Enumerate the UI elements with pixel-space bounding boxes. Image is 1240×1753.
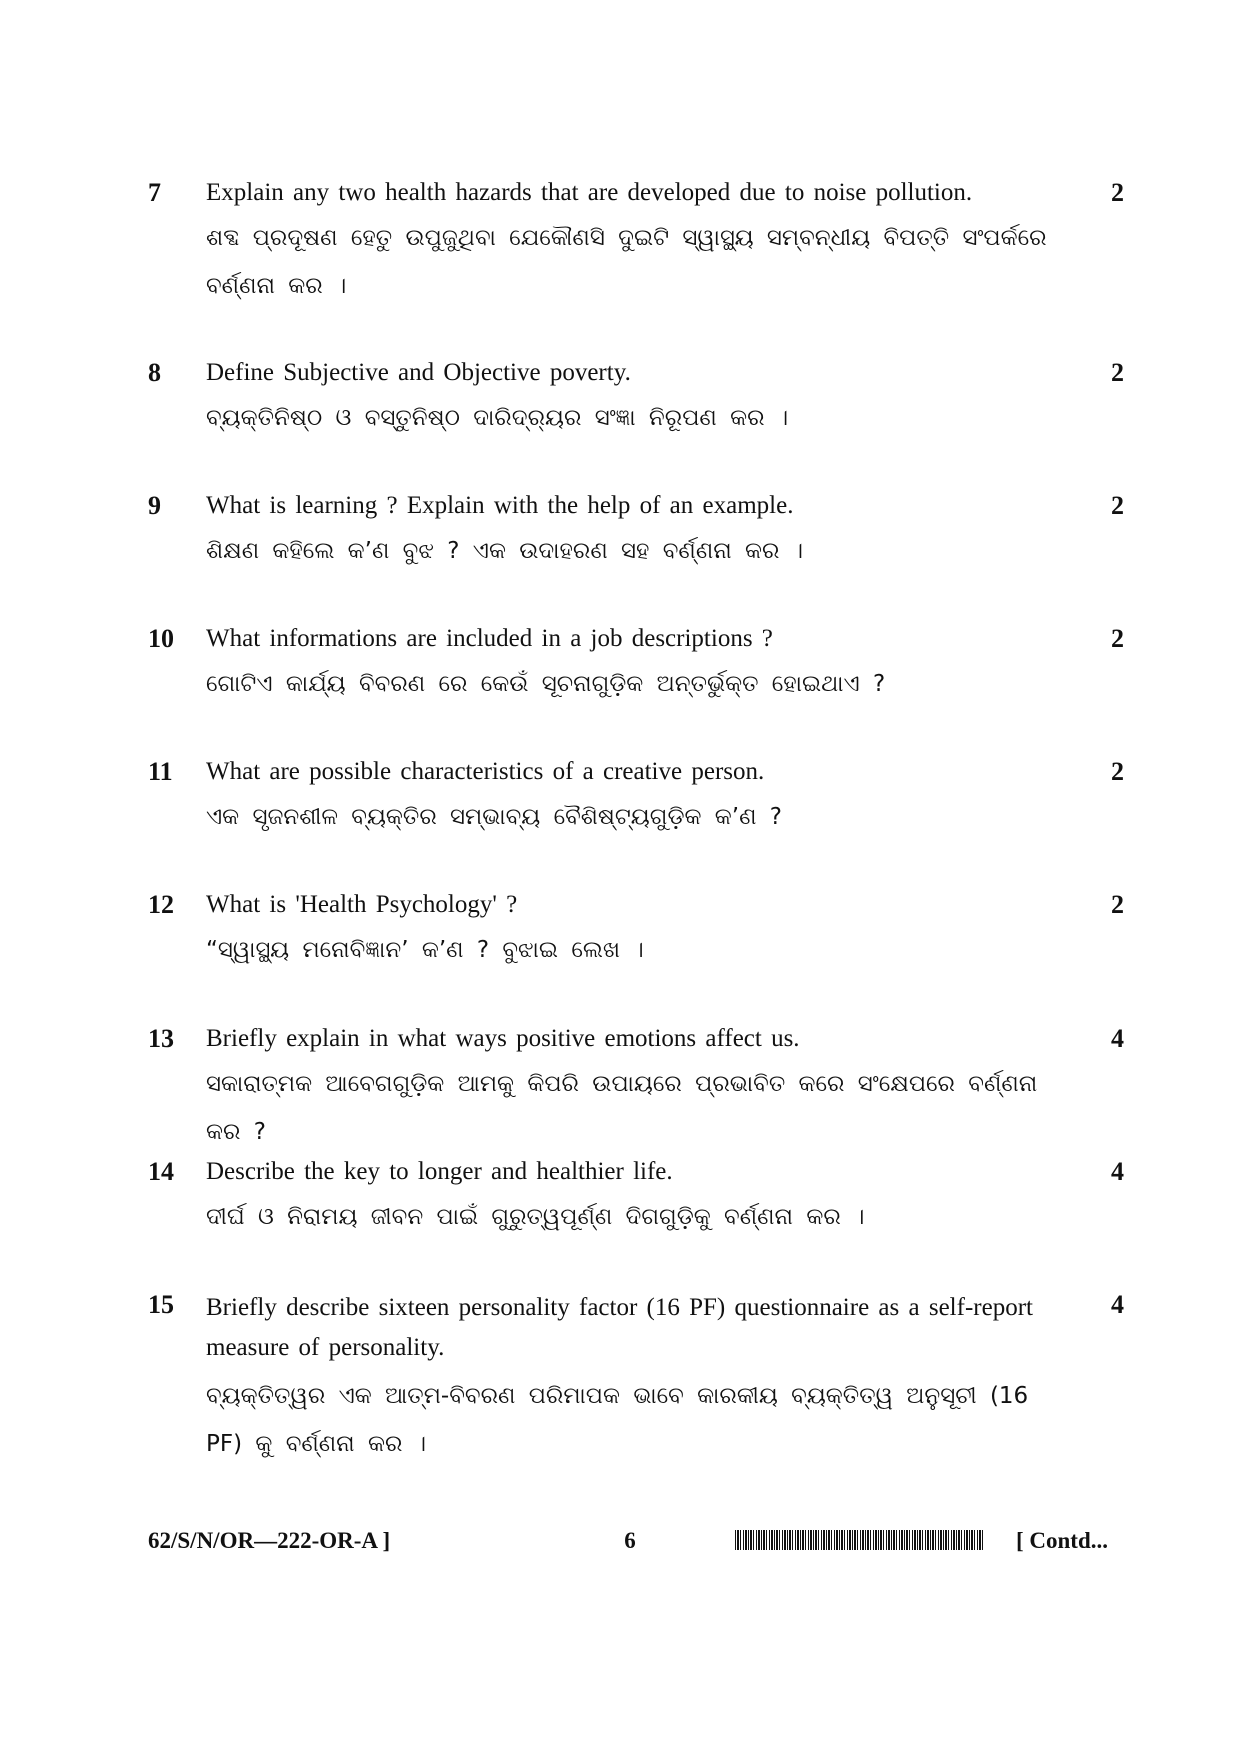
paper-code: 62/S/N/OR—222-OR-A ] xyxy=(148,1528,391,1553)
question-english: What informations are included in a job descriptions ? xyxy=(206,625,773,652)
question-english: What is learning ? Explain with the help of an example. xyxy=(206,492,794,519)
continued-label: [ Contd... xyxy=(1016,1528,1109,1553)
question-number: 7 xyxy=(148,178,161,207)
question-body xyxy=(206,1022,1056,1156)
question-body xyxy=(206,489,1056,575)
question-number: 10 xyxy=(148,624,174,653)
question-odia: ସକାରାତ୍ମକ ଆବେଗଗୁଡ଼ିକ ଆମକୁ କିପରି ଉପାୟରେ ପ୍ରଭାବିତ କରେ ସଂକ୍ଷେପରେ ବର୍ଣ୍ଣନା କର ? xyxy=(206,1071,1038,1145)
question-number: 12 xyxy=(148,890,174,919)
question-english: Define Subjective and Objective poverty. xyxy=(206,359,631,386)
question-body xyxy=(206,755,1056,841)
question-body xyxy=(206,888,1056,974)
question-english: What are possible characteristics of a creative person. xyxy=(206,758,765,785)
question-number: 8 xyxy=(148,358,161,387)
question-marks: 2 xyxy=(1111,178,1124,207)
question-body xyxy=(206,1288,1056,1468)
question-odia: ଗୋଟିଏ କାର୍ଯ୍ୟ ବିବରଣ ରେ କେଉଁ ସୂଚନାଗୁଡ଼ିକ ଅନ୍ତର୍ଭୁକ୍ତ ହୋଇଥାଏ ? xyxy=(206,671,886,697)
question-odia: ଦୀର୍ଘ ଓ ନିରାମୟ ଜୀବନ ପାଇଁ ଗୁରୁତ୍ୱପୂର୍ଣ୍ଣ ଦିଗଗୁଡ଼ିକୁ ବର୍ଣ୍ଣନା କର । xyxy=(206,1204,865,1230)
question-body xyxy=(206,622,1056,708)
question-odia: ଏକ ସୃଜନଶୀଳ ବ୍ୟକ୍ତିର ସମ୍ଭାବ୍ୟ ବୈଶିଷ୍ଟ୍ୟଗୁଡ଼ିକ କ’ଣ ? xyxy=(206,804,783,830)
question-marks: 2 xyxy=(1111,890,1124,919)
question-body xyxy=(206,1155,1056,1241)
question-number: 15 xyxy=(148,1290,174,1319)
question-marks: 2 xyxy=(1111,757,1124,786)
question-body xyxy=(206,176,1056,310)
question-number: 14 xyxy=(148,1157,174,1186)
question-english: What is 'Health Psychology' ? xyxy=(206,891,518,918)
question-number: 11 xyxy=(148,757,173,786)
question-marks: 2 xyxy=(1111,624,1124,653)
question-number: 9 xyxy=(148,491,161,520)
page-number: 6 xyxy=(624,1528,636,1553)
question-english: Briefly explain in what ways positive emotions affect us. xyxy=(206,1025,800,1052)
question-english: Briefly describe sixteen personality factor (16 PF) questionnaire as a self-report measure of personality. xyxy=(206,1294,1033,1361)
question-odia: ଶିକ୍ଷଣ କହିଲେ କ’ଣ ବୁଝ ? ଏକ ଉଦାହରଣ ସହ ବର୍ଣ୍ଣନା କର । xyxy=(206,538,804,564)
question-body xyxy=(206,356,1056,442)
question-odia: ବ୍ୟକ୍ତିନିଷ୍ଠ ଓ ବସ୍ତୁନିଷ୍ଠ ଦାରିଦ୍ର୍ୟର ସଂଜ୍ଞା ନିରୂପଣ କର । xyxy=(206,405,789,431)
page-footer xyxy=(0,1524,1240,1558)
question-marks: 4 xyxy=(1111,1157,1124,1186)
barcode-icon xyxy=(735,1530,983,1550)
question-marks: 2 xyxy=(1111,491,1124,520)
question-english: Describe the key to longer and healthier life. xyxy=(206,1158,673,1185)
question-odia: “ସ୍ୱାସ୍ଥ୍ୟ ମନୋବିଜ୍ଞାନ’ କ’ଣ ? ବୁଝାଇ ଲେଖ । xyxy=(206,937,644,963)
question-odia: ଶବ୍ଦ ପ୍ରଦୂଷଣ ହେତୁ ଉପୁଜୁଥିବା ଯେକୌଣସି ଦୁଇଟି ସ୍ୱାସ୍ଥ୍ୟ ସମ୍ବନ୍ଧୀୟ ବିପତ୍ତି ସଂପର୍କରେ ବର୍ଣ୍ଣନା କର । xyxy=(206,225,1047,299)
question-number: 13 xyxy=(148,1024,174,1053)
question-english: Explain any two health hazards that are developed due to noise pollution. xyxy=(206,179,973,206)
question-marks: 4 xyxy=(1111,1024,1124,1053)
question-odia: ବ୍ୟକ୍ତିତ୍ୱର ଏକ ଆତ୍ମ-ବିବରଣ ପରିମାପକ ଭାବେ କାରକୀୟ ବ୍ୟକ୍ତିତ୍ୱ ଅନୁସୂଚୀ (16 PF) କୁ ବର୍ଣ୍ଣନା କର । xyxy=(206,1383,1029,1457)
question-marks: 2 xyxy=(1111,358,1124,387)
question-marks: 4 xyxy=(1111,1290,1124,1319)
